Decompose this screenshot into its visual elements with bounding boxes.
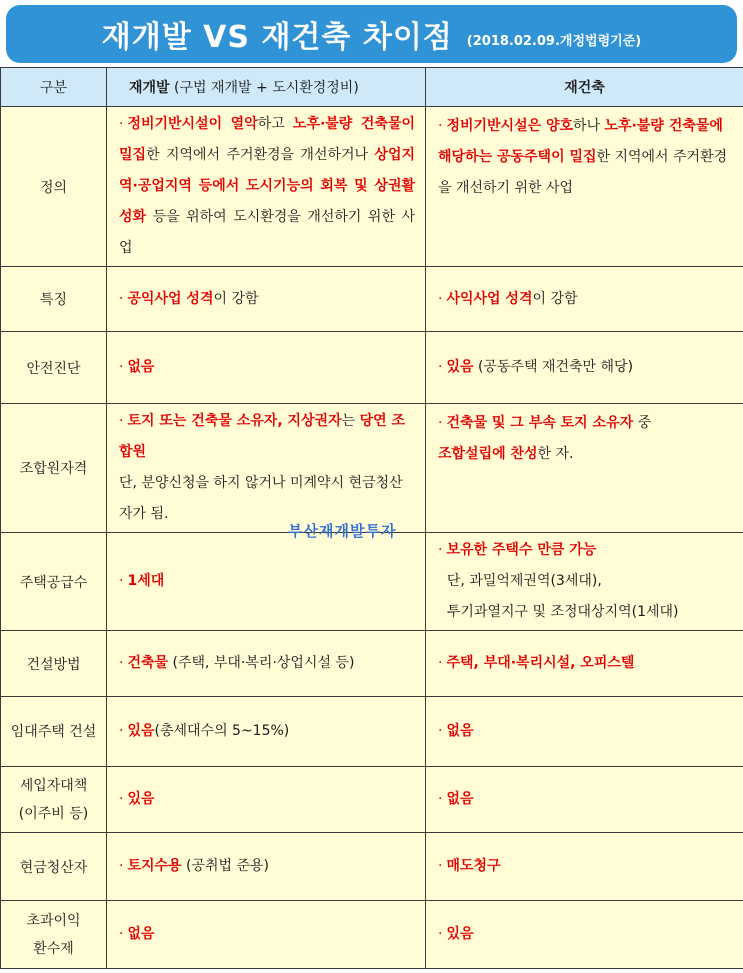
header-category: 구분: [1, 68, 107, 107]
header-redevelopment: 재개발 (구법 재개발 + 도시환경정비): [107, 68, 426, 107]
table-header-row: [1, 68, 743, 107]
watermark-text: 부산재개발투자: [288, 522, 397, 540]
recon-cell: · 정비기반시설은 양호하나 노후·불량 건축물에 해당하는 공동주택이 밀집한 지역에서 주거환경을 개선하기 위한 사업: [426, 107, 743, 267]
recon-cell: · 없음: [426, 767, 743, 833]
recon-cell: · 있음: [426, 901, 743, 969]
table-row: [1, 833, 743, 901]
row-label: 정의: [1, 107, 107, 267]
page-title: 재개발 VS 재건축 차이점: [101, 20, 453, 55]
title-banner: [6, 5, 737, 63]
table-row: [1, 631, 743, 697]
row-label: 세입자대책 (이주비 등): [1, 767, 107, 833]
table-row: [1, 107, 743, 267]
header-reconstruction: 재건축: [426, 68, 743, 107]
redev-cell: · 있음: [107, 767, 426, 833]
redev-cell: · 없음: [107, 332, 426, 404]
recon-cell: · 주택, 부대·복리시설, 오피스텔: [426, 631, 743, 697]
row-label: 현금청산자: [1, 833, 107, 901]
redev-cell: · 정비기반시설이 열악하고 노후·불량 건축물이 밀집한 지역에서 주거환경을 개선하거나 상업지역·공업지역 등에서 도시기능의 회복 및 상권활성화 등을 위하여 도시환경을 개선하기 위한 사업: [107, 107, 426, 267]
row-label: 조합원자격: [1, 404, 107, 533]
redev-cell: · 없음: [107, 901, 426, 969]
redev-cell: · 토지수용 (공취법 준용): [107, 833, 426, 901]
recon-cell: · 사익사업 성격이 강함: [426, 267, 743, 332]
row-label: 초과이익 환수제: [1, 901, 107, 969]
comparison-table: [0, 67, 743, 969]
table-row: [1, 901, 743, 969]
table-row: [1, 332, 743, 404]
redev-cell: · 공익사업 성격이 강함: [107, 267, 426, 332]
row-label: 건설방법: [1, 631, 107, 697]
recon-cell: · 매도청구: [426, 833, 743, 901]
table-row: [1, 533, 743, 631]
row-label: 임대주택 건설: [1, 697, 107, 767]
redev-cell: · 있음(총세대수의 5~15%): [107, 697, 426, 767]
redev-cell: · 1세대: [107, 533, 426, 631]
row-label: 안전진단: [1, 332, 107, 404]
row-label: 주택공급수: [1, 533, 107, 631]
redev-cell: · 건축물 (주택, 부대·복리·상업시설 등): [107, 631, 426, 697]
recon-cell: · 건축물 및 그 부속 토지 소유자 중 조합설립에 찬성한 자.: [426, 404, 743, 533]
recon-cell: · 없음: [426, 697, 743, 767]
table-row: [1, 404, 743, 533]
recon-cell: · 보유한 주택수 만큼 가능 단, 과밀억제권역(3세대), 투기과열지구 및 조정대상지역(1세대): [426, 533, 743, 631]
redev-cell: · 토지 또는 건축물 소유자, 지상권자는 당연 조합원 단, 분양신청을 하지 않거나 미계약시 현금청산자가 됨.: [107, 404, 426, 533]
page-subtitle: (2018.02.09.개정법령기준): [466, 33, 642, 49]
table-row: [1, 767, 743, 833]
table-row: [1, 267, 743, 332]
row-label: 특징: [1, 267, 107, 332]
recon-cell: · 있음 (공동주택 재건축만 해당): [426, 332, 743, 404]
table-row: [1, 697, 743, 767]
